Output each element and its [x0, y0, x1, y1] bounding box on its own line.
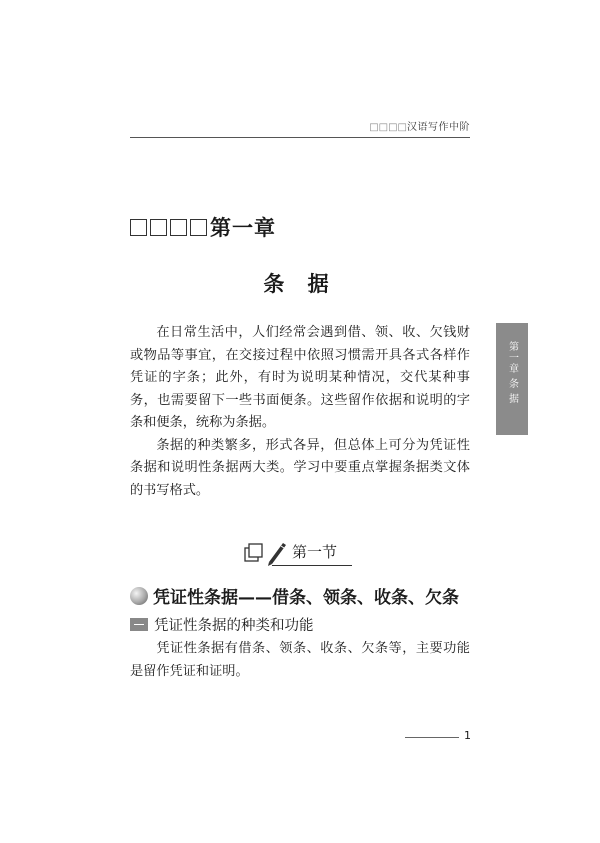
intro-text — [130, 322, 470, 502]
body-text — [130, 638, 470, 683]
paragraph: 条据的种类繁多，形式各异，但总体上可分为凭证性条据和说明性条据两大类。学习中要重点掌握条据类文体的书写格式。 — [130, 437, 470, 498]
running-head-boxes: □□□□ — [369, 122, 407, 133]
paragraph: 凭证性条据有借条、领条、收条、欠条等，主要功能是留作凭证和证明。 — [130, 641, 470, 679]
pen-icon — [268, 543, 286, 566]
paragraph: 在日常生活中，人们经常会遇到借、领、收、欠钱财或物品等事宜，在交接过程中依照习惯需开具各式各样作凭证的字条；此外，有时为说明某种情况，交代某种事务，也需要留下一些书面便条。这些留作依据和说明的字条和便条，统称为条据。 — [130, 325, 470, 430]
side-tab: 第一章 条 据 — [496, 323, 528, 435]
sub-heading-text: 凭证性条据的种类和功能 — [154, 618, 314, 634]
chapter-box — [150, 219, 167, 236]
section-banner-label: 第一节 — [292, 543, 338, 561]
header-rule — [130, 137, 470, 138]
number-one-badge-icon — [130, 618, 148, 631]
running-head — [130, 118, 470, 133]
chapter-box — [170, 219, 187, 236]
bullet-heading — [130, 583, 459, 608]
chapter-box — [190, 219, 207, 236]
sub-heading — [130, 614, 314, 635]
book-title: 汉语写作中阶 — [407, 122, 470, 133]
chapter-heading — [130, 212, 276, 242]
chapter-label: 第一章 — [210, 216, 276, 240]
section-title: 条 据 — [263, 272, 337, 296]
bullet-circle-icon — [130, 587, 148, 605]
page-number: 1 — [464, 729, 471, 742]
bullet-heading-text: 凭证性条据——借条、领条、收条、欠条 — [153, 588, 459, 608]
chapter-box — [130, 219, 147, 236]
footer-rule — [405, 737, 459, 738]
banner-underline — [272, 565, 352, 566]
